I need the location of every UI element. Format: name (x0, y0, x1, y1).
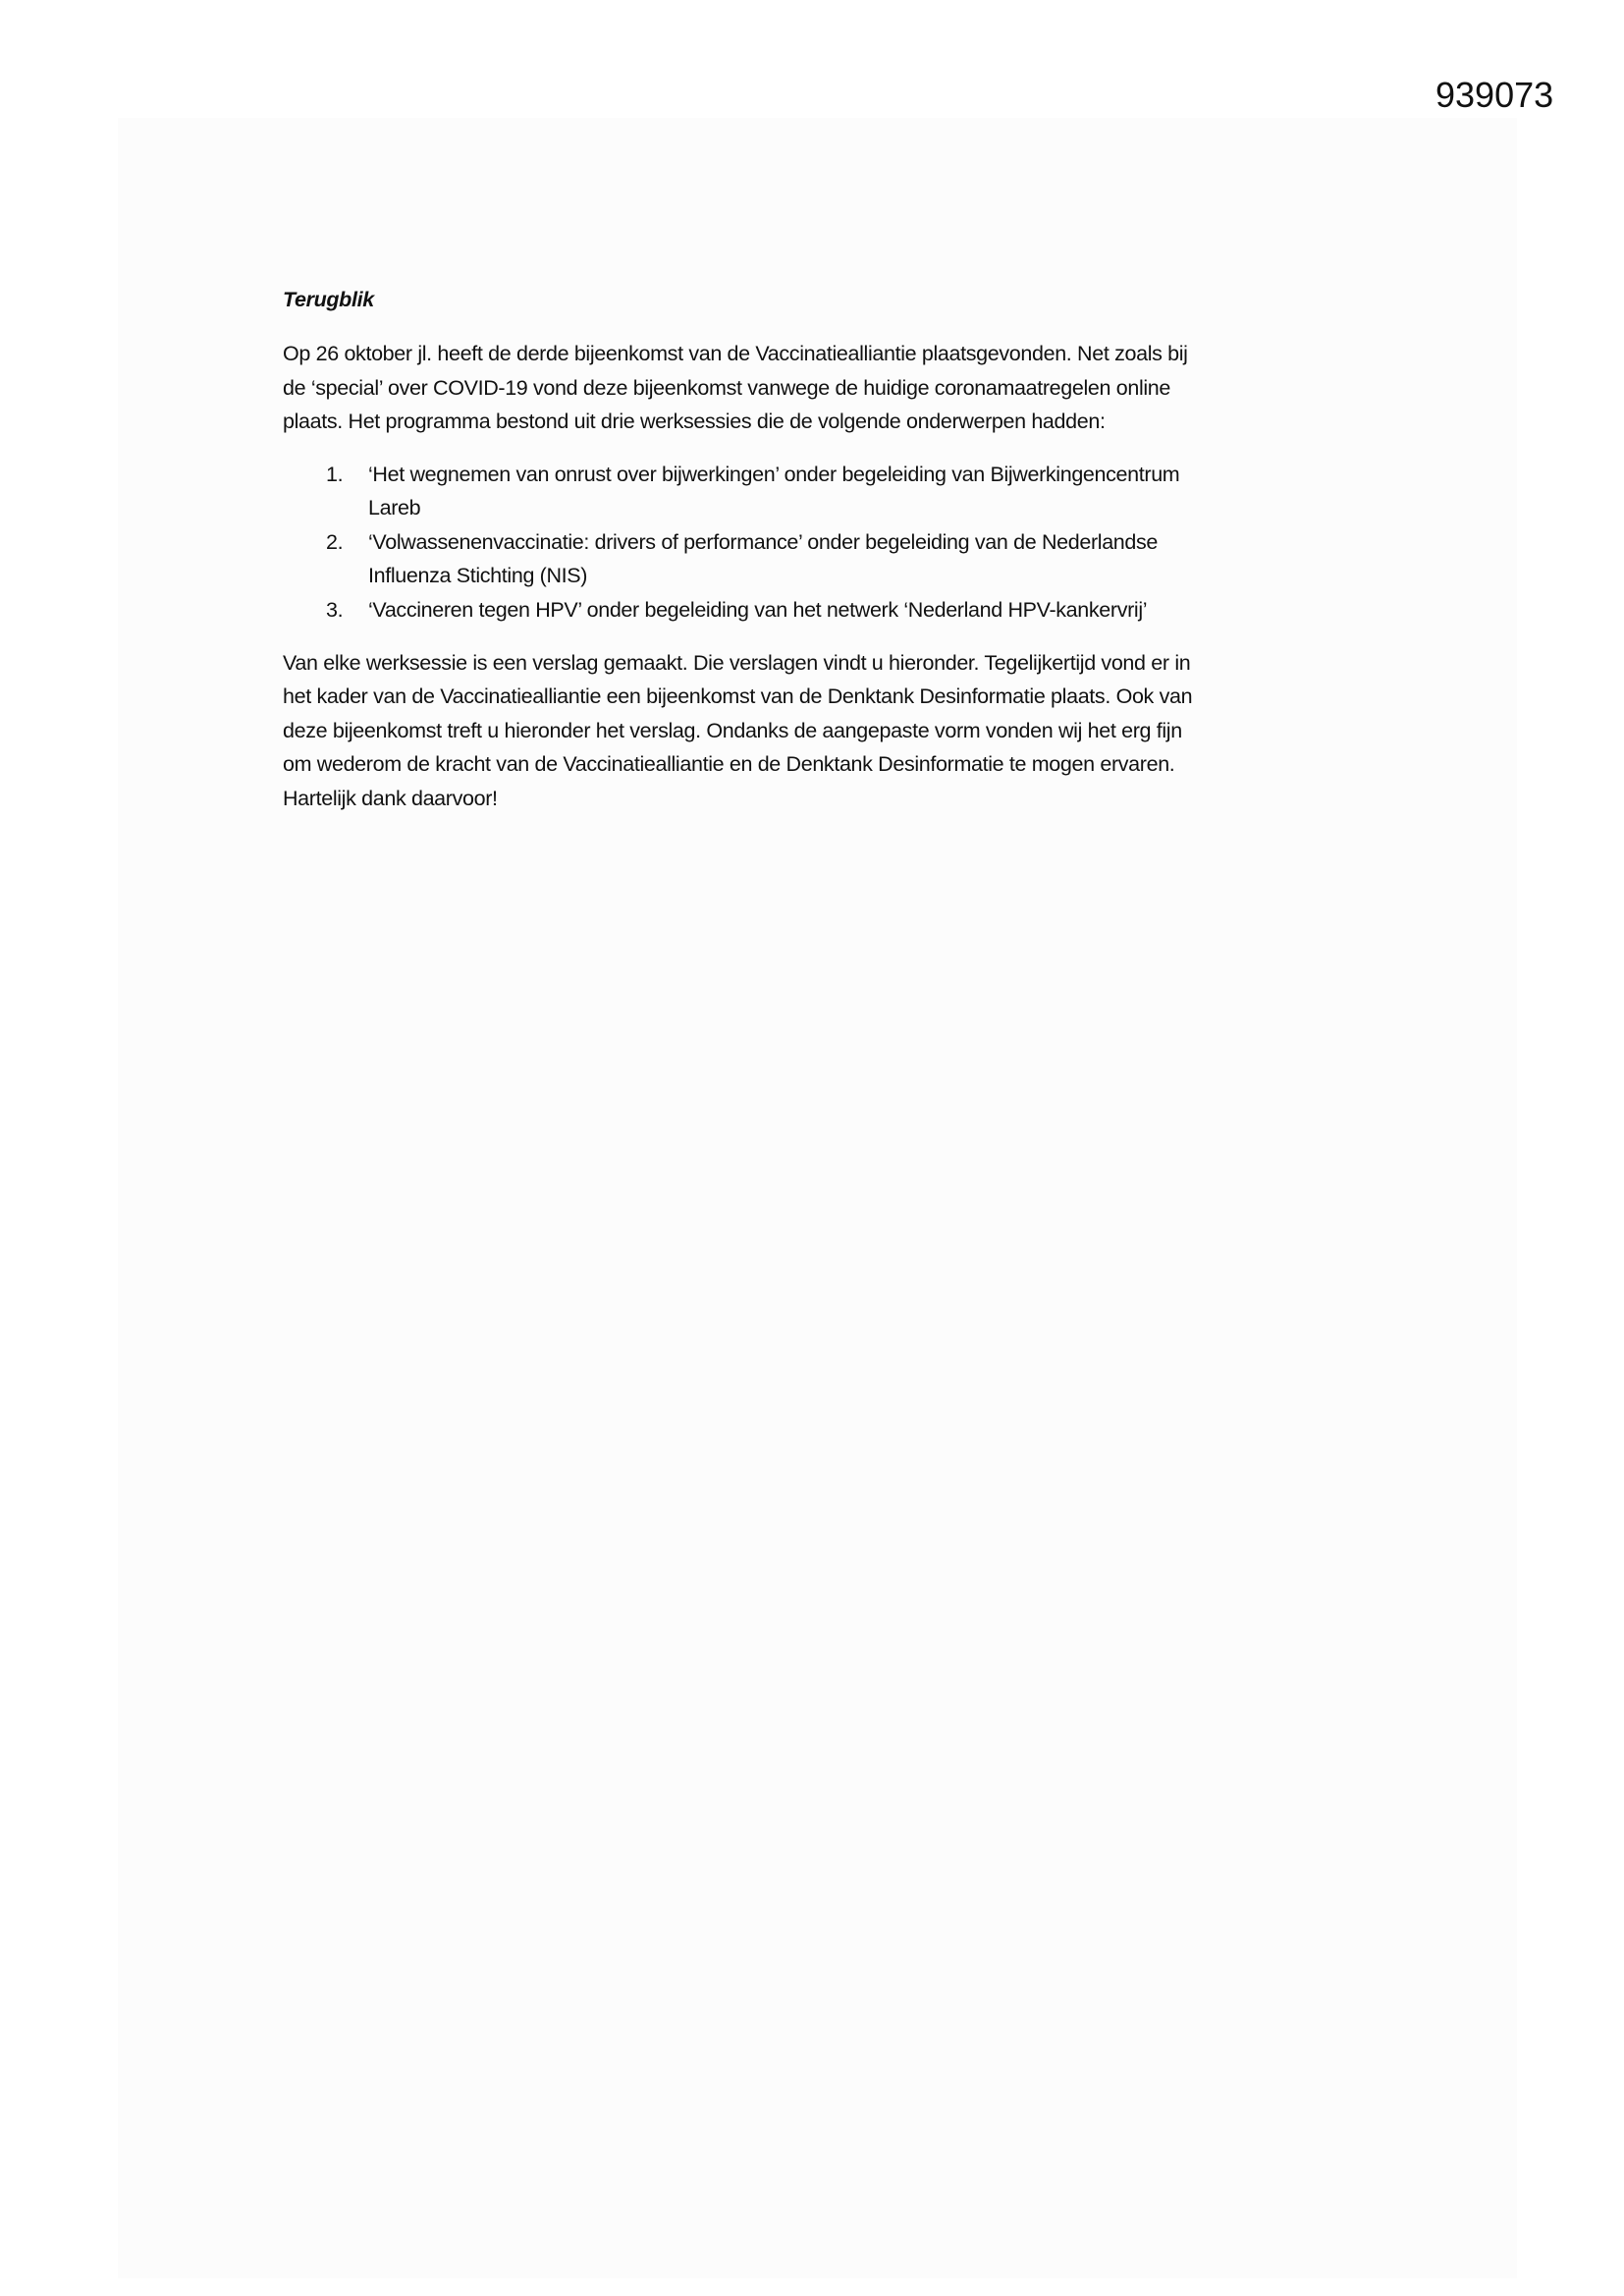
list-number: 1. (326, 463, 344, 486)
list-item: ‘Vaccineren tegen HPV’ onder begeleiding van het netwerk ‘Nederland HPV-kankervrij’ (368, 598, 1148, 622)
list-number: 3. (326, 598, 344, 622)
closing-line: Hartelijk dank daarvoor! (283, 787, 498, 810)
list-item: Influenza Stichting (NIS) (368, 564, 588, 587)
closing-line: het kader van de Vaccinatiealliantie een bijeenkomst van de Denktank Desinformatie plaats. Ook van (283, 684, 1193, 708)
list-item: Lareb (368, 496, 421, 519)
intro-line: plaats. Het programma bestond uit drie werksessies die de volgende onderwerpen hadden: (283, 410, 1106, 433)
document-number: 939073 (1435, 75, 1554, 115)
closing-line: Van elke werksessie is een verslag gemaakt. Die verslagen vindt u hieronder. Tegelijkertijd vond er in (283, 651, 1191, 675)
list-number: 2. (326, 530, 344, 554)
page-sheet (118, 118, 1517, 2278)
closing-line: deze bijeenkomst treft u hieronder het verslag. Ondanks de aangepaste vorm vonden wij het erg fijn (283, 719, 1182, 742)
section-heading: Terugblik (283, 288, 374, 311)
list-item: ‘Het wegnemen van onrust over bijwerkingen’ onder begeleiding van Bijwerkingencentrum (368, 463, 1180, 486)
closing-line: om wederom de kracht van de Vaccinatiealliantie en de Denktank Desinformatie te mogen ervaren. (283, 752, 1175, 776)
intro-line: Op 26 oktober jl. heeft de derde bijeenkomst van de Vaccinatiealliantie plaatsgevonden. Net zoals bij (283, 342, 1188, 365)
list-item: ‘Volwassenenvaccinatie: drivers of performance’ onder begeleiding van de Nederlandse (368, 530, 1159, 554)
intro-line: de ‘special’ over COVID-19 vond deze bijeenkomst vanwege de huidige coronamaatregelen online (283, 376, 1171, 400)
